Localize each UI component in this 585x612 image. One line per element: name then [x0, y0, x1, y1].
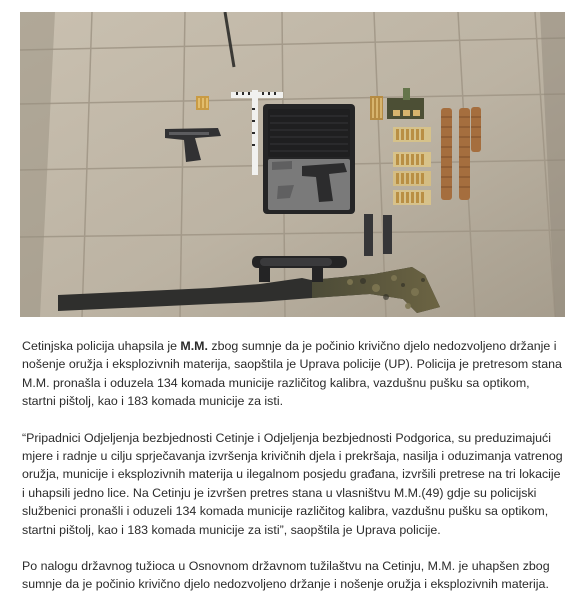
seized-weapons-photo — [20, 12, 565, 317]
article-body — [22, 337, 563, 612]
seized-weapons-image — [20, 12, 565, 317]
article-paragraph-3: Po nalogu državnog tužioca u Osnovnom državnom tužilaštvu na Cetinju, M.M. je uhapšen zbog sumnje da je počinio krivično djelo nedozvoljeno držanje i nošenje oružja i eksplozivnih materija. — [22, 559, 550, 592]
article-paragraph-2: “Pripadnici Odjeljenja bezbjednosti Cetinje i Odjeljenja bezbjednosti Podgorica, su preduzimajući mjere i radnje u cilju sprječavanja izvršenja krivičnih djela i prekršaja, nasilja i oduzimanja vatrenog oružja, municije i eksplozivnih materija u ilegalnom posjedu građana, izvršili pretrese na tri lokacije i uhapsili jedno lice. Na Cetinju je izvršen pretres stana u vlasništvu M.M.(49) gdje su policijski službenici pronašli i oduzeli 134 komada municije različitog kalibra, vazdušnu pušku sa optikom, startni pištolj, kao i 183 komada municije za isti”, saopštila je Uprava policije. — [22, 430, 563, 537]
suspect-initials: M.M. — [180, 339, 208, 353]
paragraph-1-main-text: zbog sumnje da je počinio krivično djelo nedozvoljeno držanje i nošenje oružja i eksplozivnih materija, saopštila je Uprava policije (UP). Policija je pretresom stana M.M. pronašla i oduzela 134 komada municije različitog kalibra, vazdušnu pušku sa optikom, startni pištolj, kao i 183 komada municije za isti. — [22, 339, 562, 409]
paragraph-1-lead-text: Cetinjska policija uhapsila je — [22, 339, 181, 353]
article-paragraph-1 — [22, 337, 563, 411]
